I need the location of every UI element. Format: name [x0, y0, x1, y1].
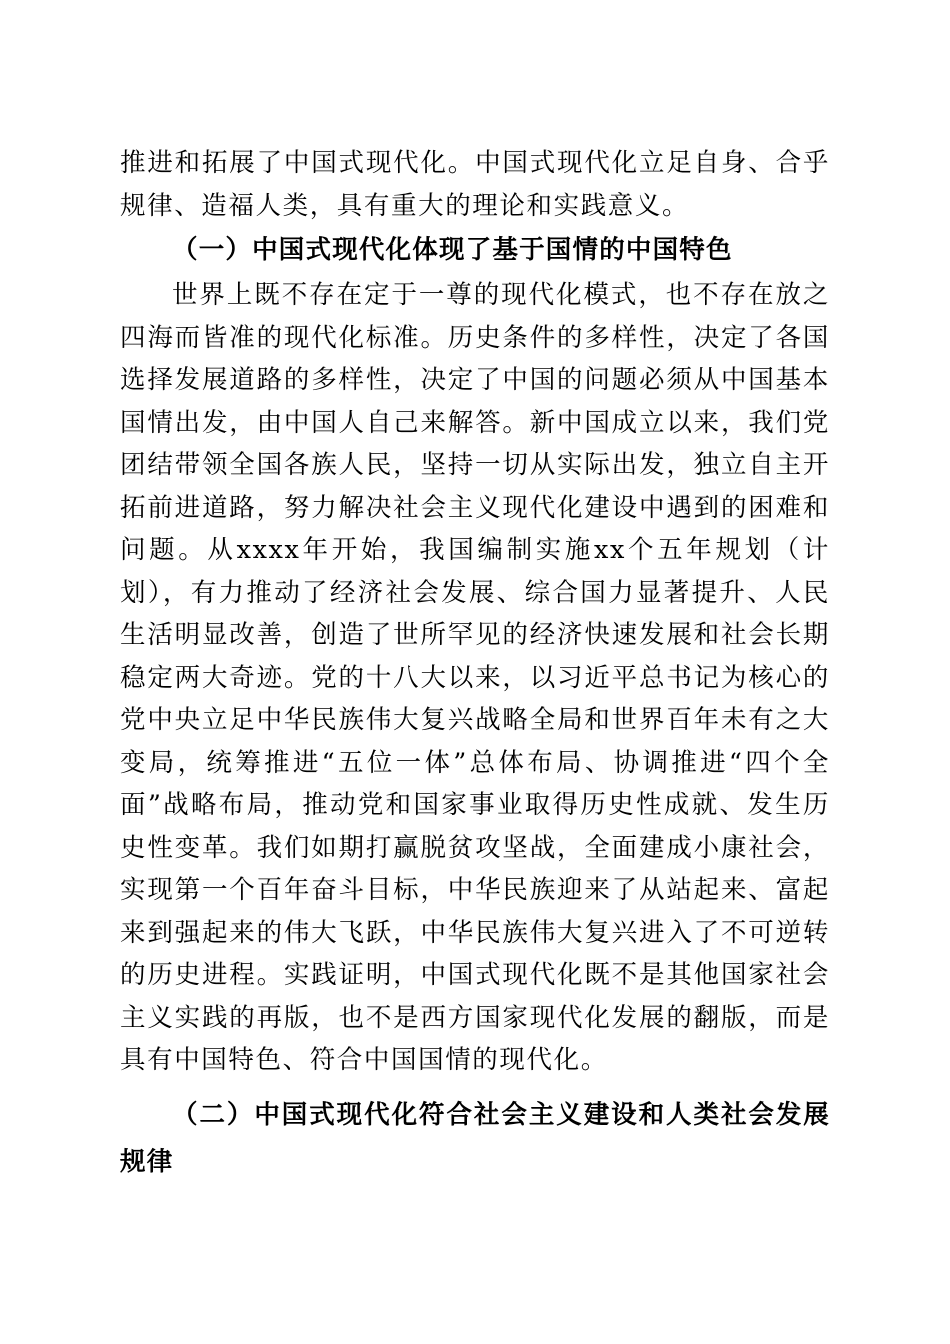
section-1-heading: （一）中国式现代化体现了基于国情的中国特色	[172, 235, 733, 265]
document-page	[120, 142, 830, 1186]
section-1-body-paragraph: 世界上既不存在定于一尊的现代化模式，也不存在放之四海而皆准的现代化标准。历史条件的多样性，决定了各国选择发展道路的多样性，决定了中国的问题必须从中国基本国情出发，由中国人自己来解答。新中国成立以来，我们党团结带领全国各族人民，坚持一切从实际出发，独立自主开拓前进道路，努力解决社会主义现代化建设中遇到的困难和问题。从xxxx年开始，我国编制实施xx个五年规划（计划），有力推动了经济社会发展、综合国力显著提升、人民生活明显改善，创造了世所罕见的经济快速发展和社会长期稳定两大奇迹。党的十八大以来，以习近平总书记为核心的党中央立足中华民族伟大复兴战略全局和世界百年未有之大变局，统筹推进“五位一体”总体布局、协调推进“四个全面”战略布局，推动党和国家事业取得历史性成就、发生历史性变革。我们如期打赢脱贫攻坚战，全面建成小康社会，实现第一个百年奋斗目标，中华民族迎来了从站起来、富起来到强起来的伟大飞跃，中华民族伟大复兴进入了不可逆转的历史进程。实践证明，中国式现代化既不是其他国家社会主义实践的再版，也不是西方国家现代化发展的翻版，而是具有中国特色、符合中国国情的现代化。	[120, 280, 830, 1075]
intro-continuation-paragraph: 推进和拓展了中国式现代化。中国式现代化立足自身、合乎规律、造福人类，具有重大的理论和实践意义。	[120, 148, 830, 221]
section-2-heading: （二）中国式现代化符合社会主义建设和人类社会发展规律	[120, 1099, 830, 1177]
